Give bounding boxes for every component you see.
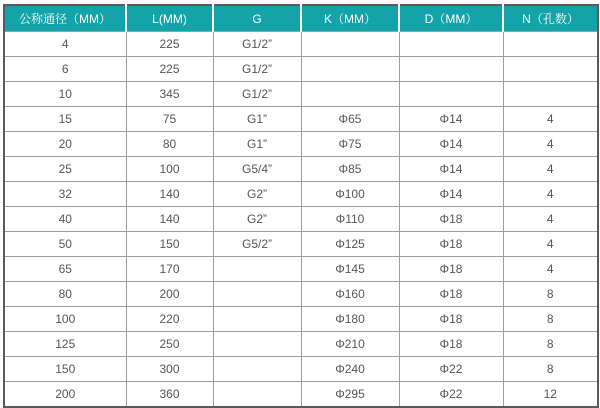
- table-cell: 360: [126, 382, 213, 408]
- column-header-nominal-diameter: 公称通径（MM）: [4, 5, 126, 32]
- table-cell: 4: [503, 207, 598, 232]
- table-cell: 225: [126, 32, 213, 57]
- table-cell: 8: [503, 282, 598, 307]
- table-cell: Φ75: [301, 132, 399, 157]
- table-cell: 225: [126, 57, 213, 82]
- table-row: [4, 132, 598, 157]
- table-cell: [503, 57, 598, 82]
- dimension-spec-table-container: [3, 4, 597, 401]
- table-cell: 125: [4, 332, 126, 357]
- table-cell: G1/2”: [213, 57, 301, 82]
- table-cell: Φ65: [301, 107, 399, 132]
- table-cell: Φ100: [301, 182, 399, 207]
- table-cell: 12: [503, 382, 598, 408]
- table-row: [4, 157, 598, 182]
- table-cell: Φ18: [399, 307, 503, 332]
- table-cell: 75: [126, 107, 213, 132]
- table-cell: [213, 357, 301, 382]
- table-cell: [301, 57, 399, 82]
- table-cell: G5/2”: [213, 232, 301, 257]
- table-cell: 4: [503, 257, 598, 282]
- table-row: [4, 32, 598, 57]
- table-cell: Φ14: [399, 157, 503, 182]
- table-cell: 80: [126, 132, 213, 157]
- table-cell: 65: [4, 257, 126, 282]
- table-cell: 8: [503, 332, 598, 357]
- table-cell: 4: [503, 232, 598, 257]
- table-row: [4, 382, 598, 408]
- table-cell: 4: [503, 182, 598, 207]
- table-cell: 80: [4, 282, 126, 307]
- table-cell: 150: [4, 357, 126, 382]
- table-cell: 4: [4, 32, 126, 57]
- column-header-thread: G: [213, 5, 301, 32]
- table-header: [4, 5, 598, 32]
- table-cell: G1”: [213, 132, 301, 157]
- table-cell: [213, 282, 301, 307]
- table-cell: [301, 82, 399, 107]
- table-cell: [399, 82, 503, 107]
- table-cell: [399, 57, 503, 82]
- table-cell: 100: [4, 307, 126, 332]
- table-cell: G2”: [213, 207, 301, 232]
- table-cell: [503, 82, 598, 107]
- table-cell: 140: [126, 182, 213, 207]
- table-cell: G1/2”: [213, 82, 301, 107]
- table-cell: 140: [126, 207, 213, 232]
- table-row: [4, 57, 598, 82]
- table-header-row: [4, 5, 598, 32]
- table-cell: 4: [503, 157, 598, 182]
- table-cell: G1”: [213, 107, 301, 132]
- table-cell: 4: [503, 132, 598, 157]
- table-cell: 150: [126, 232, 213, 257]
- table-cell: Φ295: [301, 382, 399, 408]
- table-cell: 8: [503, 357, 598, 382]
- table-cell: [213, 332, 301, 357]
- table-cell: G1/2”: [213, 32, 301, 57]
- table-cell: [213, 307, 301, 332]
- table-cell: G5/4”: [213, 157, 301, 182]
- table-cell: [399, 32, 503, 57]
- table-cell: 100: [126, 157, 213, 182]
- table-cell: 32: [4, 182, 126, 207]
- table-cell: 200: [126, 282, 213, 307]
- table-cell: Φ22: [399, 357, 503, 382]
- table-row: [4, 282, 598, 307]
- table-cell: Φ210: [301, 332, 399, 357]
- table-row: [4, 107, 598, 132]
- dimension-spec-table: [3, 4, 599, 408]
- table-cell: 220: [126, 307, 213, 332]
- table-cell: Φ18: [399, 257, 503, 282]
- table-cell: 15: [4, 107, 126, 132]
- table-row: [4, 357, 598, 382]
- table-cell: 10: [4, 82, 126, 107]
- table-cell: 8: [503, 307, 598, 332]
- column-header-bolt-circle: K（MM）: [301, 5, 399, 32]
- table-cell: Φ14: [399, 182, 503, 207]
- table-row: [4, 332, 598, 357]
- table-cell: G2”: [213, 182, 301, 207]
- table-row: [4, 307, 598, 332]
- table-cell: Φ85: [301, 157, 399, 182]
- table-cell: Φ18: [399, 282, 503, 307]
- table-cell: 170: [126, 257, 213, 282]
- table-cell: 40: [4, 207, 126, 232]
- table-row: [4, 82, 598, 107]
- table-cell: Φ22: [399, 382, 503, 408]
- table-row: [4, 232, 598, 257]
- table-cell: Φ160: [301, 282, 399, 307]
- table-cell: Φ18: [399, 332, 503, 357]
- table-row: [4, 207, 598, 232]
- table-cell: [503, 32, 598, 57]
- table-cell: [301, 32, 399, 57]
- table-cell: 20: [4, 132, 126, 157]
- table-cell: Φ110: [301, 207, 399, 232]
- table-cell: Φ125: [301, 232, 399, 257]
- table-cell: 300: [126, 357, 213, 382]
- table-row: [4, 257, 598, 282]
- table-body: [4, 32, 598, 408]
- column-header-hole-count: N（孔数）: [503, 5, 598, 32]
- table-cell: Φ18: [399, 232, 503, 257]
- table-cell: [213, 382, 301, 408]
- table-cell: Φ240: [301, 357, 399, 382]
- table-cell: Φ14: [399, 107, 503, 132]
- column-header-length: L(MM): [126, 5, 213, 32]
- table-cell: 50: [4, 232, 126, 257]
- table-cell: 4: [503, 107, 598, 132]
- table-cell: Φ14: [399, 132, 503, 157]
- table-cell: 345: [126, 82, 213, 107]
- table-cell: Φ145: [301, 257, 399, 282]
- table-cell: Φ18: [399, 207, 503, 232]
- table-cell: [213, 257, 301, 282]
- table-cell: 250: [126, 332, 213, 357]
- table-row: [4, 182, 598, 207]
- table-cell: 200: [4, 382, 126, 408]
- table-cell: 25: [4, 157, 126, 182]
- table-cell: Φ180: [301, 307, 399, 332]
- column-header-hole-diameter: D（MM）: [399, 5, 503, 32]
- table-cell: 6: [4, 57, 126, 82]
